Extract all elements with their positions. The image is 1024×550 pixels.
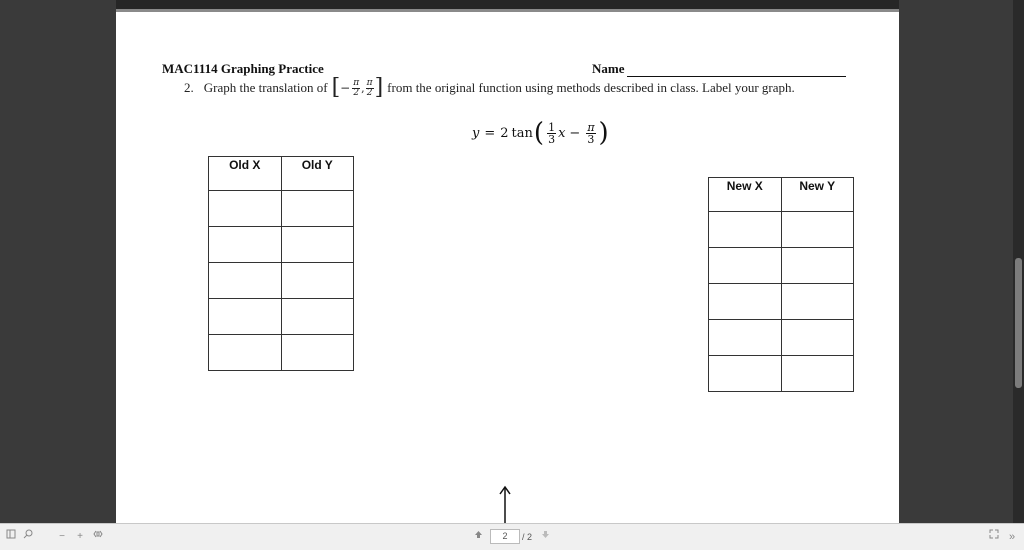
name-line bbox=[627, 76, 846, 77]
zoom-in-icon[interactable]: + bbox=[77, 531, 83, 542]
interval-left-num: π bbox=[353, 77, 360, 88]
fullscreen-icon[interactable] bbox=[988, 529, 1000, 545]
next-page-icon[interactable] bbox=[539, 529, 551, 545]
zoom-out-icon[interactable]: − bbox=[59, 531, 65, 542]
table-row bbox=[709, 320, 854, 356]
interval: [ − $\frac{\pi}{2}$ , $\frac{\pi}{2}$ ] bbox=[331, 75, 384, 100]
equation: y = 2 tan ( $\frac{1}{3}$ x − $\frac{\pi}{3}$ ) bbox=[472, 118, 609, 148]
prev-page-icon[interactable] bbox=[472, 529, 484, 545]
scrollbar-thumb[interactable] bbox=[1015, 258, 1022, 388]
eq-coef: 2 bbox=[500, 125, 509, 141]
eq-frac-den: 3 bbox=[548, 132, 556, 146]
pdf-toolbar bbox=[0, 523, 1024, 550]
table-row bbox=[709, 284, 854, 320]
interval-right-num: π bbox=[366, 77, 373, 88]
eq-frac-num: 1 bbox=[548, 120, 556, 134]
table-row bbox=[709, 356, 854, 392]
interval-right-den: 2 bbox=[366, 87, 373, 98]
interval-minus: − bbox=[340, 81, 351, 95]
fit-width-icon[interactable] bbox=[92, 529, 104, 545]
page-total: / 2 bbox=[522, 532, 533, 542]
eq-lhs: y bbox=[472, 125, 480, 141]
eq-minus: − bbox=[569, 125, 581, 141]
question-2 bbox=[184, 75, 795, 100]
table-row bbox=[209, 263, 354, 299]
interval-left-den: 2 bbox=[353, 87, 360, 98]
new-y-header: New Y bbox=[781, 178, 854, 212]
question-text-after: from the original function using methods described in class. Label your graph. bbox=[387, 80, 795, 95]
question-number: 2. bbox=[184, 80, 194, 95]
eq-func: tan bbox=[511, 125, 533, 141]
page-top-edge bbox=[116, 0, 899, 12]
search-icon[interactable] bbox=[22, 529, 34, 545]
new-x-header: New X bbox=[709, 178, 782, 212]
table-row bbox=[209, 335, 354, 371]
table-row bbox=[209, 227, 354, 263]
eq-shift-den: 3 bbox=[587, 132, 595, 146]
more-tools-icon[interactable]: » bbox=[1008, 531, 1016, 543]
pdf-page bbox=[116, 0, 899, 523]
question-text-before: Graph the translation of bbox=[203, 80, 328, 95]
graph-axis-arrow-icon bbox=[497, 484, 513, 523]
table-row bbox=[209, 299, 354, 335]
page-number-input[interactable] bbox=[490, 529, 520, 544]
eq-equals: = bbox=[484, 125, 496, 141]
sidebar-icon[interactable] bbox=[5, 529, 17, 545]
vertical-scrollbar[interactable] bbox=[1013, 0, 1024, 523]
old-x-header: Old X bbox=[209, 157, 282, 191]
name-label: Name bbox=[592, 61, 625, 76]
eq-var: x bbox=[558, 125, 566, 141]
table-row bbox=[709, 212, 854, 248]
old-values-table bbox=[208, 156, 354, 371]
worksheet-title: MAC1114 Graphing Practice bbox=[162, 61, 324, 76]
new-values-table bbox=[708, 177, 854, 392]
old-y-header: Old Y bbox=[281, 157, 354, 191]
eq-shift-num: π bbox=[587, 120, 595, 134]
table-row bbox=[709, 248, 854, 284]
table-row bbox=[209, 191, 354, 227]
